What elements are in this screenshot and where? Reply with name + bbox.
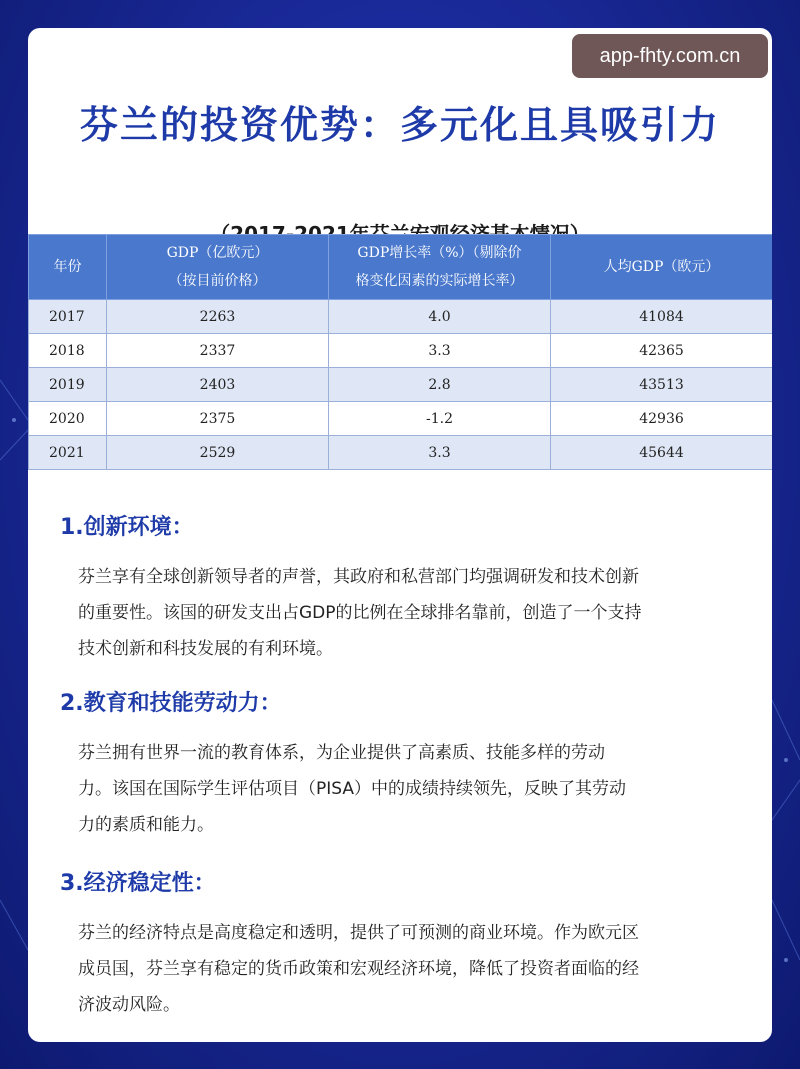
cell-year: 2020 [29, 402, 107, 436]
body-line: 芬兰享有全球创新领导者的声誉，其政府和私营部门均强调研发和技术创新 [78, 567, 639, 587]
cell-year: 2017 [29, 300, 107, 334]
cell-gdp: 2337 [107, 334, 329, 368]
section-title: 3.经济稳定性： [60, 871, 216, 896]
cell-year: 2021 [29, 436, 107, 470]
table-row [29, 368, 773, 402]
body-line: 力。该国在国际学生评估项目（PISA）中的成绩持续领先，反映了其劳动 [78, 779, 626, 799]
header-gdp-line2: （按目前价格） [168, 273, 267, 289]
body-line: 的重要性。该国的研发支出占GDP的比例在全球排名靠前，创造了一个支持 [78, 603, 642, 623]
content-card [28, 28, 772, 1042]
cell-per-capita: 45644 [551, 436, 773, 470]
cell-growth: 2.8 [329, 368, 551, 402]
header-gdp-line1: GDP（亿欧元） [166, 245, 269, 261]
header-gdp [107, 235, 329, 300]
cell-growth: -1.2 [329, 402, 551, 436]
table-row [29, 300, 773, 334]
watermark-badge: app-fhty.com.cn [572, 34, 768, 78]
body-line: 芬兰拥有世界一流的教育体系，为企业提供了高素质、技能多样的劳动 [78, 743, 605, 763]
cell-per-capita: 43513 [551, 368, 773, 402]
header-growth-line1: GDP增长率（%）（剔除价 [357, 245, 522, 261]
cell-gdp: 2403 [107, 368, 329, 402]
body-line: 力的素质和能力。 [78, 815, 214, 835]
cell-growth: 3.3 [329, 436, 551, 470]
body-line: 技术创新和科技发展的有利环境。 [78, 639, 333, 659]
section-title: 1.创新环境： [60, 515, 194, 540]
section-education [28, 686, 772, 843]
gdp-table [28, 234, 772, 470]
cell-year: 2019 [29, 368, 107, 402]
cell-growth: 4.0 [329, 300, 551, 334]
section-innovation [28, 510, 772, 667]
section-body [28, 915, 772, 1023]
header-per-capita: 人均GDP（欧元） [551, 235, 773, 300]
cell-growth: 3.3 [329, 334, 551, 368]
body-line: 成员国，芬兰享有稳定的货币政策和宏观经济环境，降低了投资者面临的经 [78, 959, 639, 979]
table-header-row [29, 235, 773, 300]
cell-year: 2018 [29, 334, 107, 368]
page-title: 芬兰的投资优势：多元化且具吸引力 [79, 103, 720, 147]
cell-gdp: 2263 [107, 300, 329, 334]
cell-gdp: 2529 [107, 436, 329, 470]
table-row [29, 436, 773, 470]
section-title: 2.教育和技能劳动力： [60, 691, 282, 716]
section-body [28, 735, 772, 843]
body-line: 芬兰的经济特点是高度稳定和透明，提供了可预测的商业环境。作为欧元区 [78, 923, 639, 943]
section-body [28, 559, 772, 667]
cell-per-capita: 42936 [551, 402, 773, 436]
cell-gdp: 2375 [107, 402, 329, 436]
section-stability [28, 866, 772, 1023]
table-row [29, 334, 773, 368]
body-line: 济波动风险。 [78, 995, 180, 1015]
table-row [29, 402, 773, 436]
header-growth-line2: 格变化因素的实际增长率） [355, 273, 524, 289]
header-growth [329, 235, 551, 300]
cell-per-capita: 42365 [551, 334, 773, 368]
cell-per-capita: 41084 [551, 300, 773, 334]
header-year: 年份 [29, 235, 107, 300]
